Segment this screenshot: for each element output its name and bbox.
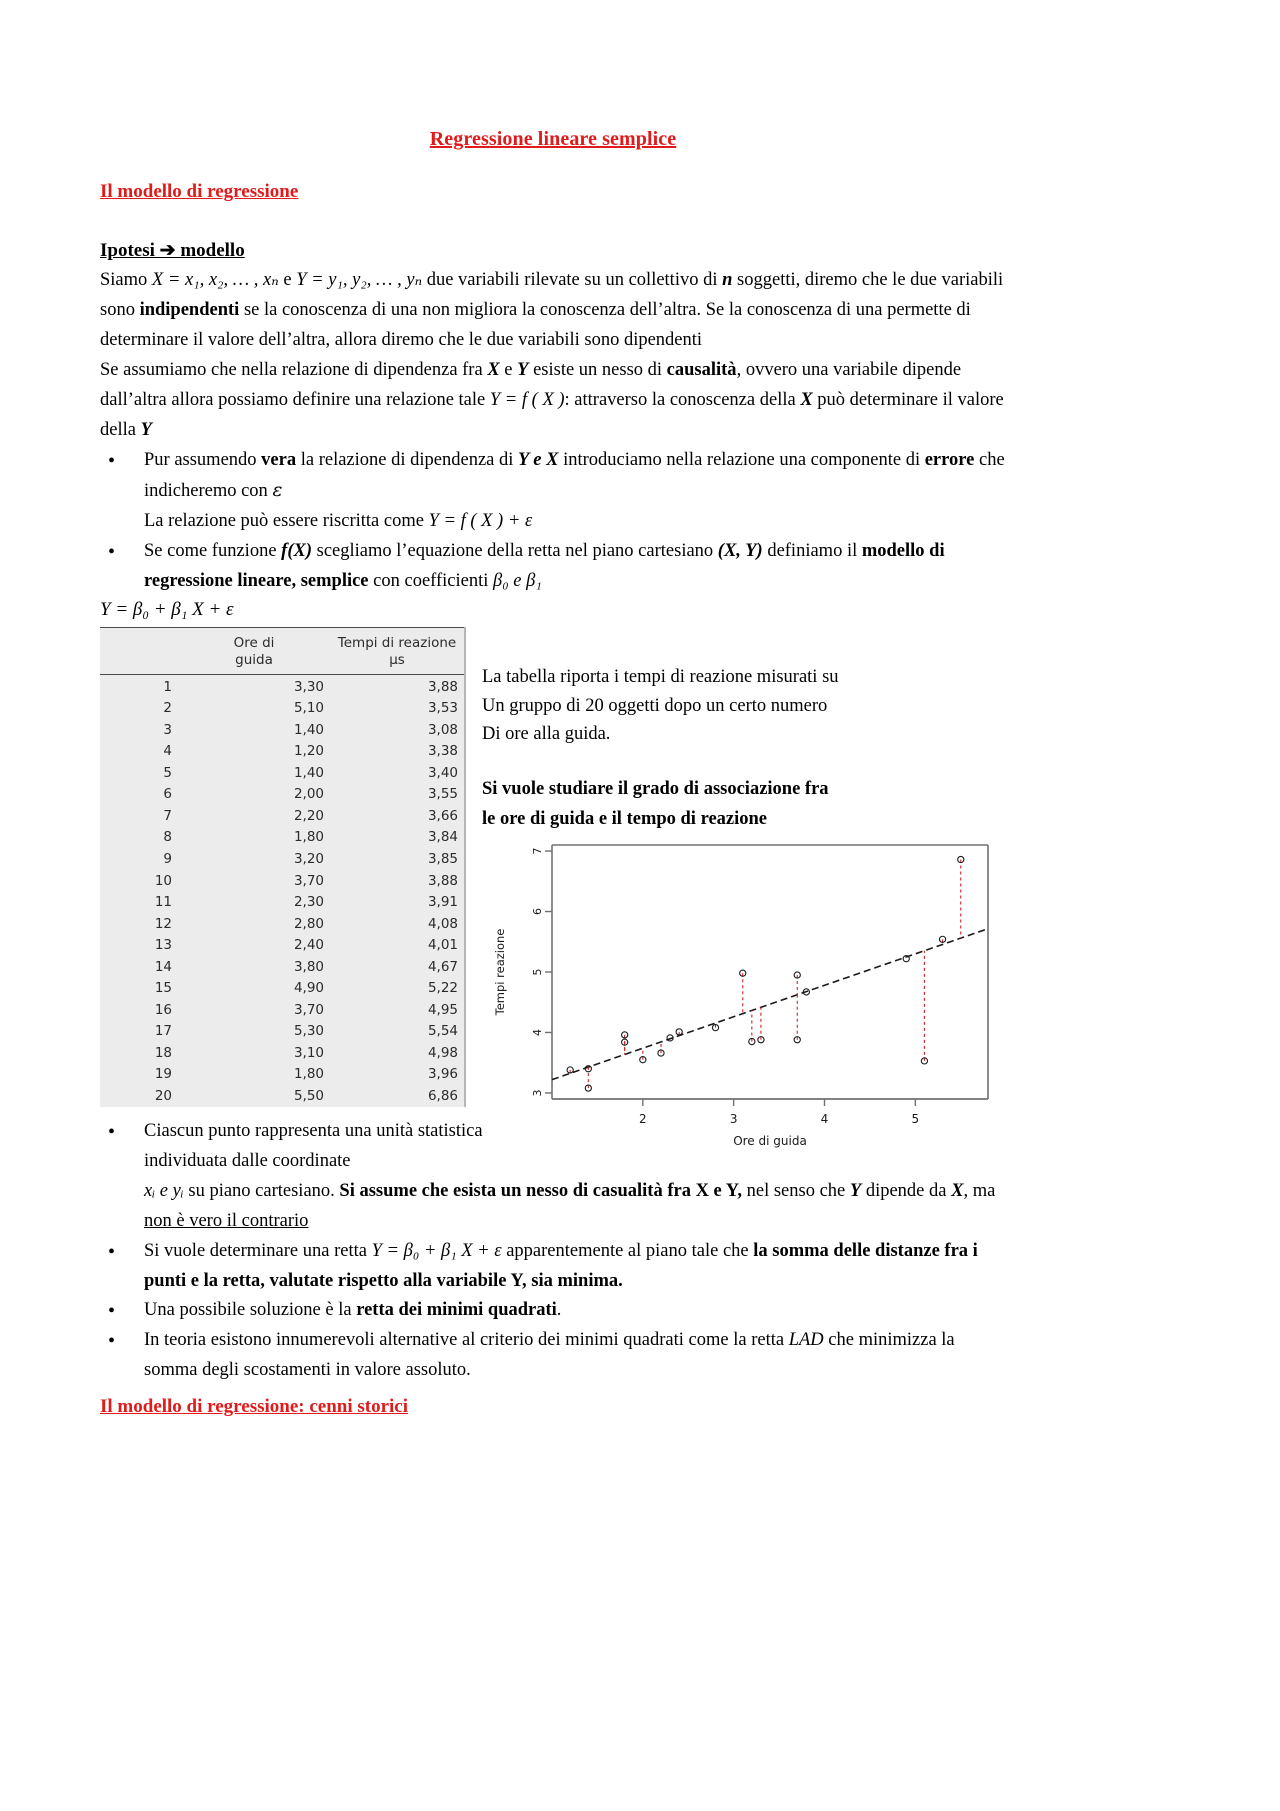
- x-axis-tick-label: 4: [820, 1111, 829, 1126]
- text-frag: e: [499, 359, 518, 380]
- text-frag: Se come funzione: [144, 540, 282, 561]
- cell-index: 5: [163, 764, 172, 781]
- cell-tempo-reazione: 3,88: [427, 872, 458, 889]
- cell-index: 9: [163, 851, 172, 867]
- cell-index: 4: [163, 743, 172, 760]
- symbol-n: n: [722, 270, 733, 290]
- table-row: [100, 1021, 464, 1043]
- cell-ore-di-guida: 2,30: [293, 894, 324, 911]
- table-row: [100, 956, 464, 978]
- header-line-1: Tempi di reazione: [337, 634, 457, 651]
- column-header-tempi-reazione: [330, 633, 464, 675]
- table-head: [100, 627, 464, 674]
- cell-tempo-reazione: 3,91: [427, 894, 458, 911]
- term-errore: errore: [924, 449, 975, 470]
- text-frag: , ovvero una variabile dipende dall’altra allora possiamo definire una relazione tale: [100, 359, 962, 410]
- cell-tempo-reazione: 6,86: [427, 1087, 458, 1104]
- text-frag: Se assumiamo che nella relazione di dipendenza fra: [100, 359, 488, 380]
- text-frag: Ciascun punto rappresenta una unità statistica individuata dalle coordinate: [144, 1120, 483, 1171]
- text-frag: Pur assumendo: [144, 449, 262, 470]
- cell-ore-di-guida: 2,00: [293, 786, 324, 803]
- symbol-X: X: [487, 359, 500, 380]
- text-frag: su piano cartesiano.: [183, 1180, 340, 1201]
- text-frag: se la conoscenza di una non migliora la conoscenza dell’altra. Se la conoscenza di una permette di determinare il valore dell’altra, allora diremo che le due variabili sono dipendenti: [100, 299, 971, 350]
- symbol-Y: Y: [517, 359, 529, 380]
- table-row: [100, 892, 464, 914]
- figure-description: [482, 663, 1002, 836]
- text-frag: Siamo: [100, 270, 152, 290]
- cell-index: 14: [154, 958, 172, 975]
- paragraph-causality: [100, 356, 1006, 446]
- page-title: Regressione lineare semplice: [429, 128, 677, 150]
- term-lad: LAD: [788, 1330, 824, 1351]
- cell-index: 1: [100, 674, 178, 698]
- table-row: [100, 1086, 464, 1108]
- cell-ore-di-guida: 3,70: [293, 1001, 324, 1018]
- cell-ore-di-guida: 5,50: [293, 1087, 324, 1104]
- y-axis-tick-label: 6: [531, 907, 544, 915]
- text-frag: con coefficienti: [368, 570, 494, 591]
- cell-tempo-reazione: 4,01: [427, 937, 458, 954]
- bullet-list-top: [100, 446, 1006, 597]
- table-row: [100, 763, 464, 785]
- table-header-row: [100, 633, 464, 675]
- bullet-point-minimi-quadrati: [100, 1296, 1006, 1326]
- cell-index: 6: [163, 786, 172, 803]
- cell-ore-di-guida: 5,10: [293, 700, 324, 717]
- text-frag: In teoria esistono innumerevoli alternative al criterio dei minimi quadrati come la retta: [144, 1330, 789, 1351]
- cell-tempo-reazione: 3,88: [330, 674, 464, 698]
- symbol-Y2: Y: [140, 419, 152, 440]
- cell-index: 7: [163, 807, 172, 824]
- cell-tempo-reazione: 3,66: [427, 807, 458, 824]
- symbol-YeX: Y e X: [518, 449, 559, 470]
- column-header-ore-di-guida: [178, 633, 330, 675]
- cell-tempo-reazione: 4,95: [427, 1001, 458, 1018]
- bullet-list-bottom: [100, 1117, 1006, 1387]
- y-axis-tick-label: 3: [531, 1089, 544, 1097]
- symbol-XY-plane: (X, Y): [717, 540, 763, 561]
- math-y-fx: Y = f ( X ): [489, 389, 565, 410]
- math-retta: Y = β₀ + β₁ X + ε: [371, 1240, 502, 1261]
- bullet-linear-model: [100, 537, 1006, 597]
- symbol-fx: f(X): [281, 540, 312, 561]
- text-frag: che indicheremo con: [144, 449, 1005, 501]
- cell-ore-di-guida: 3,10: [293, 1044, 324, 1061]
- text-frag: due variabili rilevate su un collettivo di: [422, 270, 723, 290]
- bottom-section-heading: Il modello di regressione: cenni storici: [100, 1396, 409, 1418]
- text-frag: nel senso che: [742, 1180, 850, 1201]
- cell-tempo-reazione: 3,84: [427, 829, 458, 846]
- table-row: [100, 674, 464, 698]
- x-axis-tick-label: 2: [639, 1111, 647, 1126]
- cell-index: 10: [154, 872, 172, 889]
- cell-index: 19: [154, 1066, 172, 1083]
- cell-ore-di-guida: 5,30: [293, 1023, 324, 1040]
- section-heading: Il modello di regressione: [100, 181, 299, 202]
- cell-ore-di-guida: 1,80: [293, 1066, 324, 1083]
- data-table: [100, 627, 464, 1108]
- cell-ore-di-guida: 1,40: [293, 721, 324, 738]
- text-frag: Si vuole determinare una retta: [144, 1240, 372, 1261]
- cell-tempo-reazione: 4,98: [427, 1044, 458, 1061]
- text-frag: definiamo il: [762, 540, 862, 561]
- table-row: [100, 870, 464, 892]
- figure-desc-line-2: Un gruppo di 20 oggetti dopo un certo numero: [482, 695, 828, 716]
- cell-tempo-reazione: 3,38: [427, 743, 458, 760]
- text-frag: La relazione può essere riscritta come: [144, 510, 429, 531]
- text-frag: : attraverso la conoscenza della: [564, 389, 801, 410]
- bullet-error-component: [100, 446, 1006, 537]
- figure-desc-line-3: Di ore alla guida.: [482, 724, 611, 745]
- symbol-Y3: Y: [849, 1180, 862, 1201]
- equation-linear-model: Y = β₀ + β₁ X + ε: [100, 598, 234, 620]
- x-axis-tick-label: 3: [729, 1111, 738, 1126]
- bullet-list-bottom-container: [100, 1117, 1006, 1419]
- scatter-plot-svg: [486, 831, 998, 1161]
- y-axis-label: Tempi reazione: [493, 928, 507, 1016]
- cell-index: 18: [154, 1044, 172, 1061]
- symbol-X3: X: [951, 1180, 964, 1201]
- cell-index: 11: [154, 894, 172, 911]
- text-frag: .: [556, 1300, 562, 1321]
- cell-tempo-reazione: 3,40: [427, 764, 458, 781]
- cell-index: 12: [154, 915, 172, 932]
- y-axis-tick-label: 4: [531, 1028, 544, 1036]
- bullet-point-unit: [100, 1117, 1006, 1237]
- header-line-1: Ore di: [233, 634, 275, 651]
- cell-tempo-reazione: 3,55: [427, 786, 458, 803]
- term-vera: vera: [261, 449, 297, 470]
- cell-ore-di-guida: 1,80: [293, 829, 324, 846]
- cell-ore-di-guida: 2,20: [293, 807, 324, 824]
- y-axis-tick-label: 7: [531, 847, 544, 855]
- math-y-fx-eps: Y = f ( X ) + ε: [428, 510, 533, 531]
- table-row: [100, 720, 464, 742]
- x-axis-label: Ore di guida: [733, 1133, 807, 1148]
- document-content: [100, 128, 1006, 1418]
- cell-index: 13: [154, 937, 172, 954]
- cell-ore-di-guida: 2,40: [293, 937, 324, 954]
- figure-emph-line-2: le ore di guida e il tempo di reazione: [482, 809, 768, 830]
- text-frag: apparentemente al piano tale che: [501, 1240, 754, 1261]
- table-row: [100, 913, 464, 935]
- text-frag: Una possibile soluzione è la: [144, 1300, 357, 1321]
- cell-tempo-reazione: 4,67: [427, 958, 458, 975]
- table-body: [100, 674, 464, 1107]
- x-axis-tick-label: 5: [911, 1111, 920, 1126]
- cell-index: 20: [154, 1087, 172, 1104]
- text-frag: la relazione di dipendenza di: [296, 449, 519, 470]
- cell-tempo-reazione: 4,08: [427, 915, 458, 932]
- text-frag: introduciamo nella relazione una componente di: [558, 449, 925, 470]
- text-frag: , ma: [963, 1180, 996, 1201]
- term-somma-distanze: la somma delle distanze fra i punti e la retta, valutate rispetto alla variabile Y, sia minima.: [144, 1240, 978, 1291]
- term-modello-regressione: modello di regressione lineare, semplice: [144, 540, 945, 591]
- text-frag: può determinare il valore della: [100, 389, 1004, 440]
- math-beta-coeffs: β₀ e β₁: [493, 570, 542, 591]
- cell-index: 2: [163, 700, 172, 717]
- text-frag: esiste un nesso di: [528, 359, 667, 380]
- text-non-vero-contrario: non è vero il contrario: [144, 1210, 309, 1231]
- math-y-series: Y = y₁, y₂, … , yₙ: [296, 270, 423, 290]
- cell-ore-di-guida: 1,20: [293, 743, 324, 760]
- math-x-series: X = x₁, x₂, … , xₙ: [151, 270, 279, 290]
- bullet-wrap-narrow: [144, 1117, 524, 1177]
- cell-ore-di-guida: 3,20: [293, 851, 324, 867]
- cell-ore-di-guida: 3,80: [293, 958, 324, 975]
- cell-index: 16: [154, 1001, 172, 1018]
- table-row: [100, 1064, 464, 1086]
- cell-tempo-reazione: 3,53: [427, 700, 458, 717]
- cell-tempo-reazione: 5,54: [427, 1023, 458, 1040]
- math-xi-yi: xᵢ e yᵢ: [144, 1180, 184, 1201]
- cell-index: 17: [154, 1023, 172, 1040]
- symbol-X2: X: [800, 389, 813, 410]
- scatter-plot: [486, 831, 998, 1161]
- cell-index: 8: [163, 829, 172, 846]
- table-row: [100, 698, 464, 720]
- cell-ore-di-guida: 1,40: [293, 764, 324, 781]
- term-nesso-casualita: Si assume che esista un nesso di casualità fra X e Y,: [339, 1180, 742, 1201]
- y-axis-tick-label: 5: [531, 968, 544, 976]
- regression-line: [552, 928, 988, 1079]
- paragraph-definitions: [100, 266, 1006, 356]
- bullet-sub-line: [144, 507, 1006, 537]
- text-frag: scegliamo l’equazione della retta nel piano cartesiano: [312, 540, 718, 561]
- table-row: [100, 827, 464, 849]
- bullet-point-retta: [100, 1237, 1006, 1297]
- table-row: [100, 978, 464, 1000]
- cell-ore-di-guida: 3,70: [293, 872, 324, 889]
- figure-desc-line-1: La tabella riporta i tempi di reazione misurati su: [482, 666, 839, 687]
- table-row: [100, 741, 464, 763]
- table-row: [100, 849, 464, 871]
- text-frag: che minimizza la somma degli scostamenti in valore assoluto.: [144, 1330, 955, 1381]
- text-frag: soggetti, diremo che le due variabili sono: [100, 270, 1004, 320]
- column-header-index: [100, 633, 178, 675]
- cell-ore-di-guida: 3,30: [178, 674, 330, 698]
- header-line-2: µs: [389, 652, 405, 669]
- term-causalita: causalità: [666, 359, 737, 380]
- cell-tempo-reazione: 3,08: [427, 721, 458, 738]
- term-retta-minimi-quadrati: retta dei minimi quadrati: [356, 1300, 557, 1321]
- table-row: [100, 1000, 464, 1022]
- data-table-container: [100, 627, 466, 1108]
- cell-index: 3: [163, 721, 172, 738]
- table-row: [100, 784, 464, 806]
- table-row: [100, 1043, 464, 1065]
- figure-emph-line-1: Si vuole studiare il grado di associazione fra: [482, 779, 829, 800]
- text-frag: dipende da: [861, 1180, 952, 1201]
- cell-tempo-reazione: 3,85: [427, 851, 458, 867]
- text-frag: e: [278, 270, 297, 290]
- subsection-heading: Ipotesi ➔ modello: [100, 240, 245, 261]
- table-row: [100, 806, 464, 828]
- cell-ore-di-guida: 4,90: [293, 980, 324, 997]
- cell-ore-di-guida: 2,80: [293, 915, 324, 932]
- cell-index: 15: [154, 980, 172, 997]
- cell-tempo-reazione: 3,96: [427, 1066, 458, 1083]
- cell-tempo-reazione: 5,22: [427, 980, 458, 997]
- term-indipendenti: indipendenti: [139, 299, 240, 320]
- symbol-epsilon: ε: [272, 479, 283, 501]
- header-line-2: guida: [235, 652, 273, 669]
- bullet-point-lad: [100, 1326, 1006, 1386]
- table-row: [100, 935, 464, 957]
